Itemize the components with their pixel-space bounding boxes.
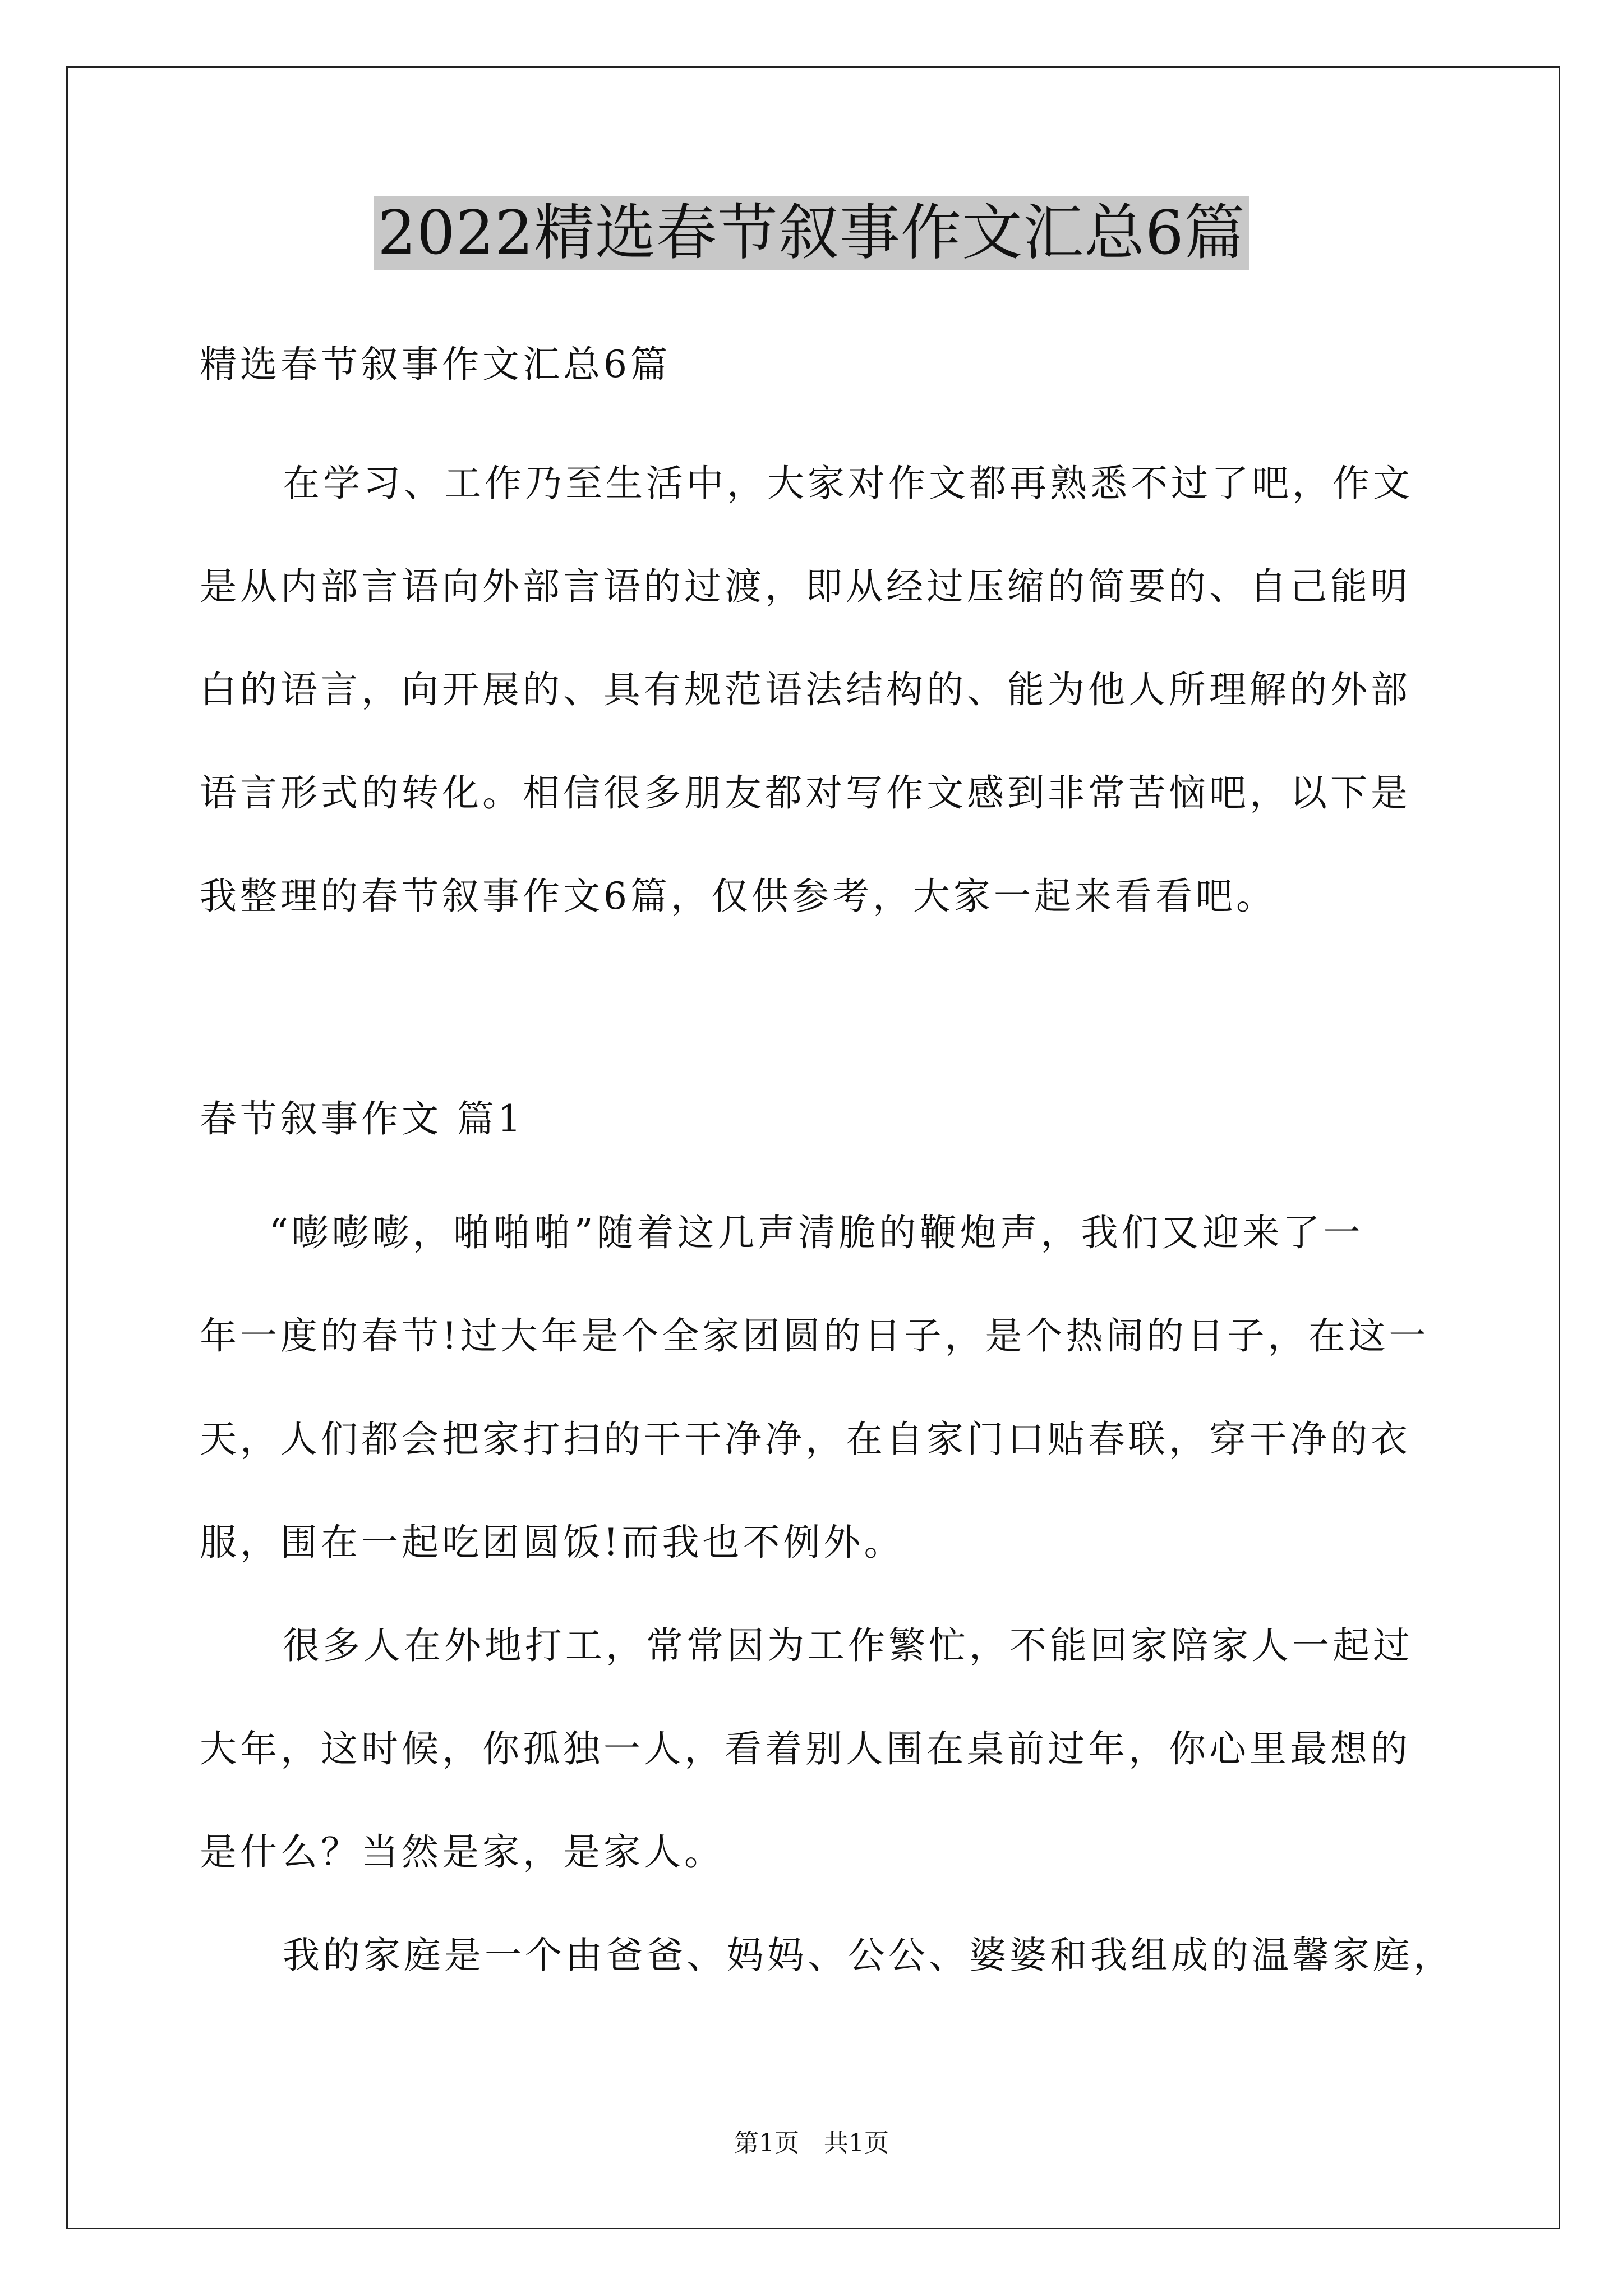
paragraph-line: 我的家庭是一个由爸爸、妈妈、公公、婆婆和我组成的温馨家庭， xyxy=(283,1934,1454,1977)
intro-line: 在学习、工作乃至生活中，大家对作文都再熟悉不过了吧，作文 xyxy=(283,462,1413,505)
title-container xyxy=(0,196,1623,270)
intro-line: 白的语言，向开展的、具有规范语法结构的、能为他人所理解的外部 xyxy=(200,668,1411,711)
section-heading: 春节叙事作文 篇1 xyxy=(200,1097,524,1140)
paragraph-line: 大年，这时候，你孤独一人，看着别人围在桌前过年，你心里最想的 xyxy=(200,1727,1411,1770)
intro-line: 语言形式的转化。相信很多朋友都对写作文感到非常苦恼吧，以下是 xyxy=(200,771,1411,815)
document-subtitle: 精选春节叙事作文汇总6篇 xyxy=(200,343,671,386)
page-footer: 第1页 共1页 xyxy=(734,2129,889,2157)
page-border xyxy=(66,66,1560,2229)
paragraph-line: 很多人在外地打工，常常因为工作繁忙，不能回家陪家人一起过 xyxy=(283,1624,1413,1667)
document-title: 2022精选春节叙事作文汇总6篇 xyxy=(374,196,1249,270)
paragraph-line: 是什么？当然是家，是家人。 xyxy=(200,1830,725,1874)
intro-line: 我整理的春节叙事作文6篇，仅供参考，大家一起来看看吧。 xyxy=(200,875,1276,918)
intro-line: 是从内部言语向外部言语的过渡，即从经过压缩的简要的、自己能明 xyxy=(200,565,1411,608)
paragraph-line: 服，围在一起吃团圆饭!而我也不例外。 xyxy=(200,1521,905,1564)
paragraph-line: “嘭嘭嘭，啪啪啪”随着这几声清脆的鞭炮声，我们又迎来了一 xyxy=(269,1211,1364,1254)
paragraph-line: 年一度的春节!过大年是个全家团圆的日子，是个热闹的日子，在这一 xyxy=(200,1314,1430,1358)
paragraph-line: 天，人们都会把家打扫的干干净净，在自家门口贴春联，穿干净的衣 xyxy=(200,1418,1411,1461)
